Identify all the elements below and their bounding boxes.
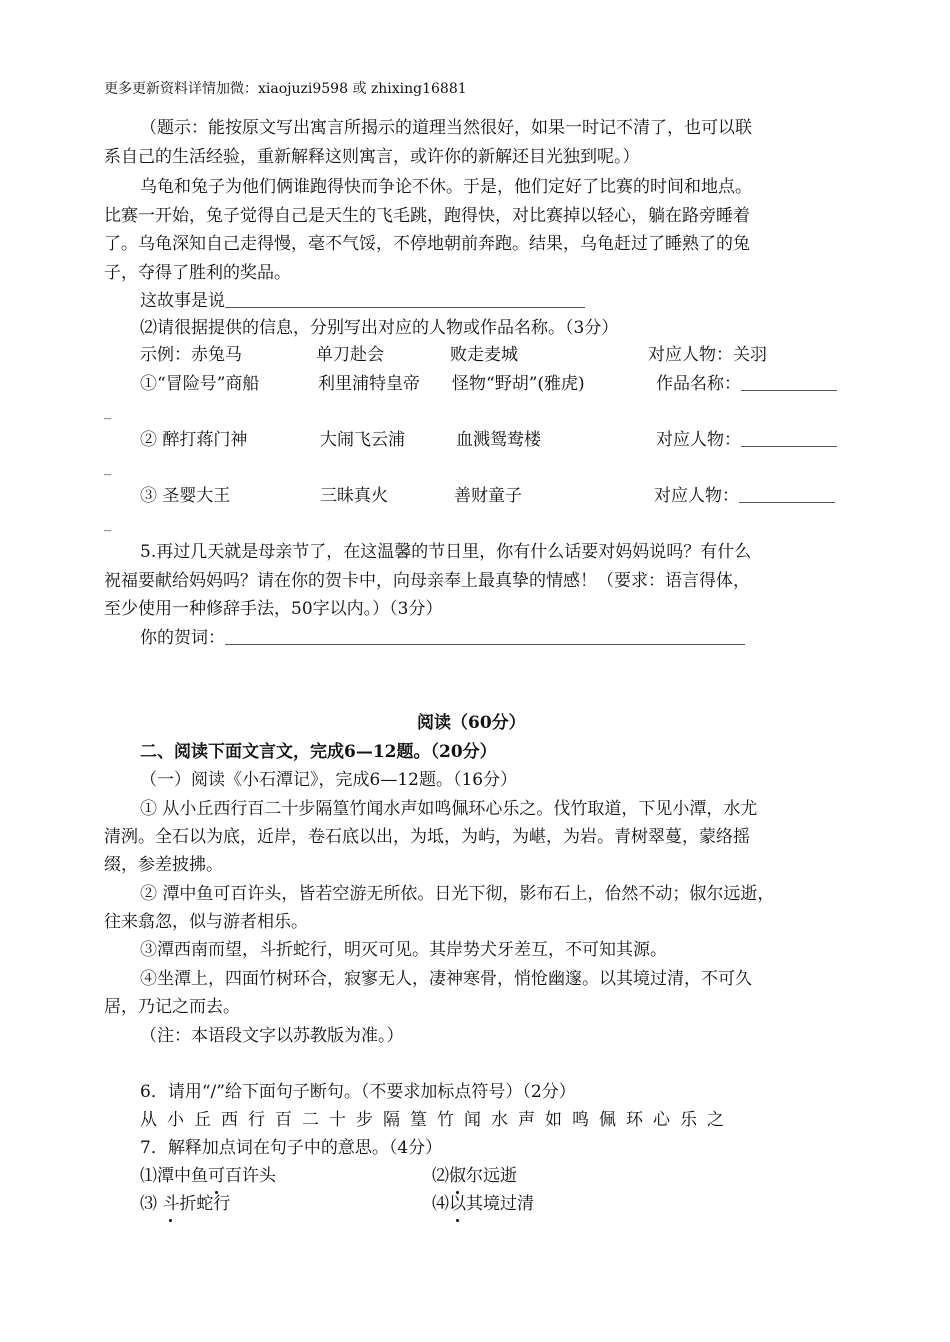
example-a: 示例：赤兔马 <box>140 345 242 365</box>
fable-line-4: 子，夺得了胜利的奖品。 <box>104 263 291 283</box>
question-6: 6．请用“/”给下面句子断句。（不要求加标点符号）（2分） <box>140 1082 576 1102</box>
greeting-prompt: 你的贺词： <box>140 628 225 648</box>
row2-c: 血溅鸳鸯楼 <box>456 430 541 450</box>
q7-item-1-pre: ⑴潭中鱼 <box>140 1166 208 1186</box>
row1-c: 怪物“野胡”(雅虎) <box>452 374 585 394</box>
row2-d <box>656 428 837 452</box>
row3-a: ③ 圣婴大王 <box>140 486 231 506</box>
row2-a: ② 醉打蒋门神 <box>140 430 248 450</box>
passage-line-2: 清洌。全石以为底，近岸，卷石底以出，为坻，为屿，为嵁，为岩。青树翠蔓，蒙络摇 <box>104 827 750 847</box>
passage-line-5: 往来翕忽，似与游者相乐。 <box>104 912 308 932</box>
q7-item-2-dotted: 俶 <box>449 1166 466 1186</box>
q7-item-3 <box>140 1192 230 1216</box>
story-prompt: 这故事是说 <box>140 291 225 311</box>
story-answer-row <box>140 289 585 313</box>
q7-item-3-dotted: 斗 <box>162 1194 180 1214</box>
passage-line-3: 缀，参差披拂。 <box>104 855 223 875</box>
fable-line-2: 比赛一开始，兔子觉得自己是天生的飞毛跳，跑得快，对比赛掉以轻心，躺在路旁睡着 <box>104 206 750 226</box>
row1-tail: _ <box>104 404 111 420</box>
row2-tail: _ <box>104 460 111 476</box>
row2-b: 大闹飞云浦 <box>320 430 405 450</box>
q7-item-4 <box>432 1192 534 1216</box>
q7-item-3-post: 折蛇行 <box>179 1194 231 1214</box>
row1-label: 作品名称： <box>656 374 741 394</box>
passage-line-8: 居，乃记之而去。 <box>104 997 240 1017</box>
q7-item-4-pre: ⑷ <box>432 1194 449 1214</box>
section-2-title: 二、阅读下面文言文，完成6—12题。（20分） <box>140 742 497 762</box>
question-6-sentence: 从小丘西行百二十步隔篁竹闻水声如鸣佩环心乐之 <box>140 1110 734 1130</box>
passage-note: （注：本语段文字以苏教版为准。） <box>140 1026 404 1046</box>
passage-line-1: ① 从小丘西行百二十步隔篁竹闻水声如鸣佩环心乐之。伐竹取道，下见小潭，水尤 <box>140 799 758 819</box>
row1-b: 利里浦特皇帝 <box>318 374 420 394</box>
story-answer-blank[interactable] <box>225 289 585 308</box>
example-c: 败走麦城 <box>450 345 518 365</box>
q5-line-3: 至少使用一种修辞手法，50字以内。）（3分） <box>104 599 443 619</box>
greeting-row <box>140 626 745 650</box>
hint-line-2: 系自己的生活经验，重新解释这则寓言，或许你的新解还目光独到呢。） <box>104 147 640 167</box>
row3-b: 三昧真火 <box>320 486 388 506</box>
passage-line-6: ③潭西南而望，斗折蛇行，明灭可见。其岸势犬牙差互，不可知其源。 <box>140 940 667 960</box>
q7-item-1-dotted: 可 <box>208 1166 225 1186</box>
row1-a: ①“冒险号”商船 <box>140 374 260 394</box>
q7-item-2-pre: ⑵ <box>432 1166 449 1186</box>
row1-answer-blank[interactable] <box>741 372 837 391</box>
q7-item-1-post: 百许头 <box>225 1166 276 1186</box>
row3-c: 善财童子 <box>454 486 522 506</box>
row3-answer-blank[interactable] <box>739 484 835 503</box>
q5-line-1: 5.再过几天就是母亲节了，在这温馨的节日里，你有什么话要对妈妈说吗？有什么 <box>140 542 752 562</box>
question-2: ⑵请很据提供的信息，分别写出对应的人物或作品名称。（3分） <box>140 318 619 338</box>
passage-line-4: ② 潭中鱼可百许头，皆若空游无所依。日光下彻，影布石上，佁然不动；俶尔远逝， <box>140 884 775 904</box>
q7-item-1 <box>140 1164 276 1188</box>
row2-label: 对应人物： <box>656 430 741 450</box>
row3-label: 对应人物： <box>654 486 739 506</box>
row3-d <box>654 484 835 508</box>
q7-item-4-dotted: 以 <box>449 1194 466 1214</box>
passage-line-7: ④坐潭上，四面竹树环合，寂寥无人，凄神寒骨，悄怆幽邃。以其境过清，不可久 <box>140 969 752 989</box>
row3-tail: _ <box>104 516 111 532</box>
question-7: 7．解释加点词在句子中的意思。（4分） <box>140 1138 443 1158</box>
fable-line-3: 了。乌龟深知自己走得慢，毫不气馁，不停地朝前奔跑。结果，乌龟赶过了睡熟了的兔 <box>104 234 750 254</box>
example-b: 单刀赴会 <box>316 345 384 365</box>
q7-item-2-post: 尔远逝 <box>466 1166 517 1186</box>
row1-d <box>656 372 837 396</box>
row2-answer-blank[interactable] <box>741 428 837 447</box>
q7-item-4-post: 其境过清 <box>466 1194 534 1214</box>
subsection-1-title: （一）阅读《小石潭记》，完成6—12题。（16分） <box>140 770 518 790</box>
q7-item-2 <box>432 1164 517 1188</box>
example-d: 对应人物：关羽 <box>648 345 767 365</box>
header-note: 更多更新资料详情加微：xiaojuzi9598 或 zhixing16881 <box>104 81 467 97</box>
q5-line-2: 祝福要献给妈妈吗？请在你的贺卡中，向母亲奉上最真挚的情感！（要求：语言得体， <box>104 571 750 591</box>
hint-line-1: （题示：能按原文写出寓言所揭示的道理当然很好，如果一时记不清了，也可以联 <box>140 118 752 138</box>
fable-line-1: 乌龟和兔子为他们俩谁跑得快而争论不休。于是，他们定好了比赛的时间和地点。 <box>140 177 752 197</box>
greeting-answer-blank[interactable] <box>225 626 745 645</box>
q7-item-3-pre: ⑶ <box>140 1194 163 1214</box>
reading-title: 阅读（60分） <box>417 713 526 733</box>
